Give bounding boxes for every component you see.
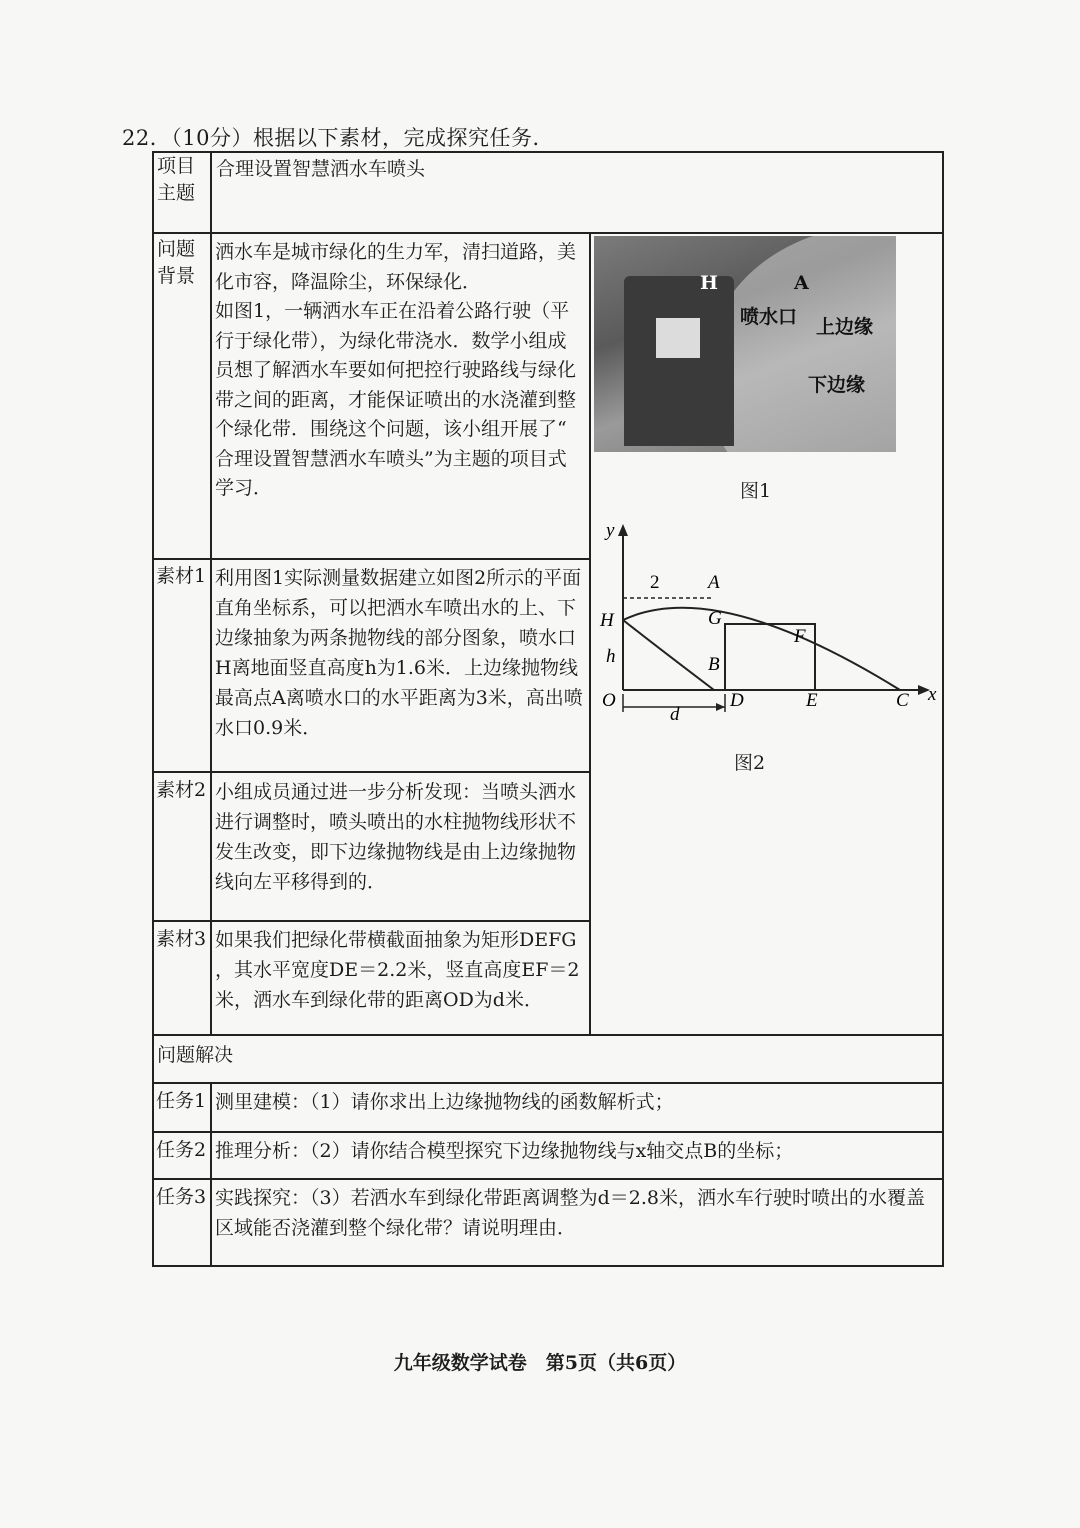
- row-divider: [152, 1131, 944, 1133]
- lower-parabola: [623, 620, 714, 690]
- d-arrow-right: [716, 703, 725, 711]
- photo-label-a: A: [794, 272, 809, 294]
- row-divider: [152, 232, 944, 234]
- photo-label-upper: 上边缘: [816, 316, 874, 338]
- task1-text: 测里建模：（1）请你求出上边缘抛物线的函数解析式；: [215, 1091, 674, 1113]
- task3-text: 实践探究：（3）若洒水车到绿化带距离调整为d＝2.8米，洒水车行驶时喷出的水覆盖 区域能否浇灌到整个绿化带？请说明理由．: [215, 1187, 925, 1239]
- photo-label-lower: 下边缘: [808, 374, 866, 396]
- task1-label: 任务1: [156, 1090, 207, 1112]
- background-text: 洒水车是城市绿化的生力军，清扫道路，美 化市容，降温除尘，环保绿化． 如图1，一辆洒水车正在沿着公路行驶（平 行于绿化带），为绿化带浇水．数学小组成 员想了解洒水车要如何把控行驶路线与绿化 带之间的距离，才能保证喷出的水浇灌到整 个绿化带．围绕这个问题，该小组开展了“ 合理设置智慧洒水车喷头”为主题的项目式 学习．: [215, 241, 577, 499]
- material3-label: 素材3: [156, 928, 207, 950]
- question-header: 22．（10分）根据以下素材，完成探究任务．: [122, 126, 554, 150]
- label-o: O: [602, 690, 616, 711]
- material1-label: 素材1: [156, 565, 207, 587]
- theme-label: 项目 主题: [157, 155, 196, 204]
- material1-text: 利用图1实际测量数据建立如图2所示的平面 直角坐标系，可以把洒水车喷出水的上、下 边缘抽象为两条抛物线的部分图象，喷水口 H离地面竖直高度h为1.6米．上边缘抛物线 最高点A离喷水口的水平距离为3米，高出喷 水口0.9米．: [215, 567, 583, 739]
- task3-label: 任务3: [156, 1186, 207, 1208]
- figure2-diagram: [594, 516, 944, 730]
- label-d-len: d: [670, 704, 680, 725]
- truck-plate: [656, 318, 700, 358]
- label-e: E: [806, 690, 818, 711]
- label-two: 2: [650, 572, 660, 593]
- row-divider: [152, 558, 590, 560]
- label-y: y: [606, 520, 615, 541]
- figure1-caption: 图1: [740, 480, 772, 502]
- photo-label-h: H: [700, 272, 718, 294]
- figure1-photo: [594, 236, 896, 452]
- col-divider: [210, 1082, 212, 1267]
- row-divider: [152, 1178, 944, 1180]
- task2-label: 任务2: [156, 1139, 207, 1161]
- label-f: F: [794, 626, 806, 647]
- solve-label: 问题解决: [157, 1044, 234, 1066]
- photo-label-nozzle: 喷水口: [740, 306, 798, 328]
- label-b: B: [708, 654, 720, 675]
- truck-shape: [624, 276, 734, 446]
- row-divider: [152, 771, 590, 773]
- label-c: C: [896, 690, 909, 711]
- label-h-point: H: [600, 610, 614, 631]
- row-divider: [152, 1034, 944, 1036]
- material2-text: 小组成员通过进一步分析发现：当喷头洒水 进行调整时，喷头喷出的水柱抛物线形状不 发生改变，即下边缘抛物线是由上边缘抛物 线向左平移得到的．: [215, 781, 577, 893]
- row-divider: [152, 920, 590, 922]
- figure2-caption: 图2: [734, 752, 766, 774]
- row-divider: [152, 1082, 944, 1084]
- theme-text: 合理设置智慧洒水车喷头: [216, 158, 426, 180]
- label-a: A: [708, 572, 720, 593]
- material3-text: 如果我们把绿化带横截面抽象为矩形DEFG ，其水平宽度DE＝2.2米，竖直高度EF＝2 米，洒水车到绿化带的距离OD为d米．: [215, 929, 580, 1011]
- label-x: x: [928, 684, 937, 705]
- label-g: G: [708, 608, 722, 629]
- label-h-len: h: [606, 646, 616, 667]
- page-footer: 九年级数学试卷 第5页（共6页）: [393, 1352, 687, 1374]
- material2-label: 素材2: [156, 779, 207, 801]
- task2-text: 推理分析：（2）请你结合模型探究下边缘抛物线与x轴交点B的坐标；: [215, 1140, 794, 1162]
- label-d-point: D: [730, 690, 744, 711]
- y-axis-arrow: [618, 524, 628, 536]
- col-divider: [210, 151, 212, 1034]
- upper-parabola: [623, 608, 900, 690]
- col-divider: [589, 232, 591, 1034]
- background-label: 问题 背景: [157, 238, 196, 287]
